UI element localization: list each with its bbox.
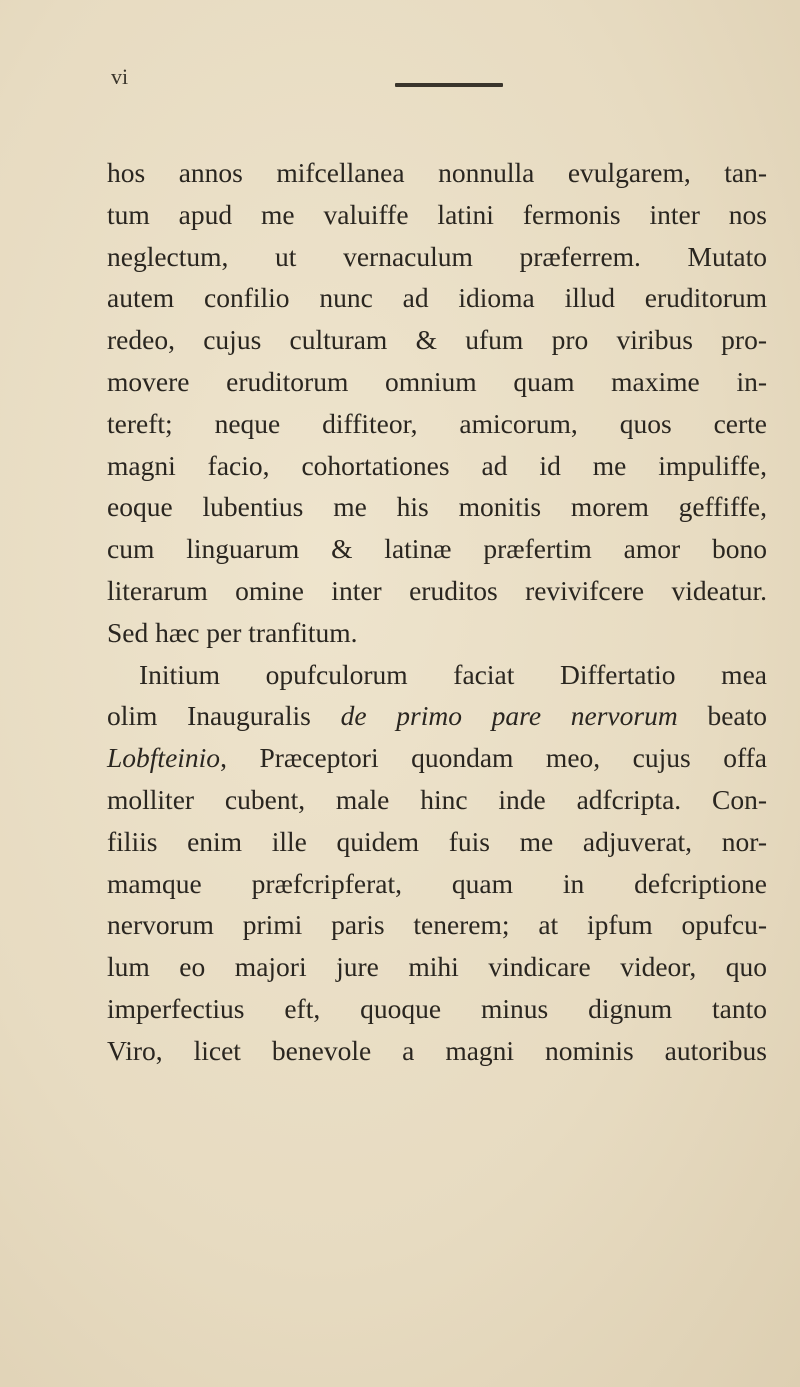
text-line: imperfectius eft, quoque minus dignum tanto: [107, 992, 767, 1024]
text-line: hos annos mifcellanea nonnulla evulgarem, tan-: [107, 157, 767, 188]
text-line: cum linguarum & latinæ præfertim amor bono: [107, 533, 767, 565]
text-line: magni facio, cohortationes ad id me impuliffe,: [107, 449, 767, 481]
text-line: neglectum, ut vernaculum præferrem. Mutato: [107, 240, 767, 272]
text-line: nervorum primi paris tenerem; at ipfum opufcu-: [107, 909, 767, 941]
italic-name: Lobfteinio: [107, 742, 221, 774]
text-line: mamque præfcripferat, quam in defcriptione: [107, 867, 767, 899]
text-line: [107, 695, 767, 737]
italic-title: de primo pare nervorum: [340, 700, 678, 732]
text-run: olim Inauguralis: [107, 700, 311, 732]
body-text: [107, 152, 767, 1072]
page-number: vi: [111, 64, 129, 89]
text-line: tum apud me valuiffe latini fermonis inter nos: [107, 198, 767, 230]
header-rule: [395, 83, 503, 87]
text-line: [107, 737, 767, 779]
text-line: molliter cubent, male hinc inde adfcripta. Con-: [107, 783, 767, 815]
text-line: Initium opufculorum faciat Differtatio mea: [139, 658, 767, 690]
text-line: lum eo majori jure mihi vindicare videor, quo: [107, 951, 767, 983]
text-line: Sed hæc per tranfitum.: [107, 616, 358, 648]
text-run: beato: [707, 700, 767, 732]
text-run: , Præceptori quondam meo, cujus offa: [220, 742, 767, 774]
text-line: filiis enim ille quidem fuis me adjuverat, nor-: [107, 825, 767, 857]
text-line: Viro, licet benevole a magni nominis autoribus: [107, 1034, 767, 1066]
text-line: redeo, cujus culturam & ufum pro viribus pro-: [107, 324, 767, 356]
text-line: movere eruditorum omnium quam maxime in-: [107, 365, 767, 397]
text-line: literarum omine inter eruditos revivifcere videatur.: [107, 574, 767, 606]
text-line: tereft; neque diffiteor, amicorum, quos certe: [107, 407, 767, 439]
text-line: eoque lubentius me his monitis morem geffiffe,: [107, 491, 767, 523]
text-line: autem confilio nunc ad idioma illud eruditorum: [107, 282, 767, 314]
